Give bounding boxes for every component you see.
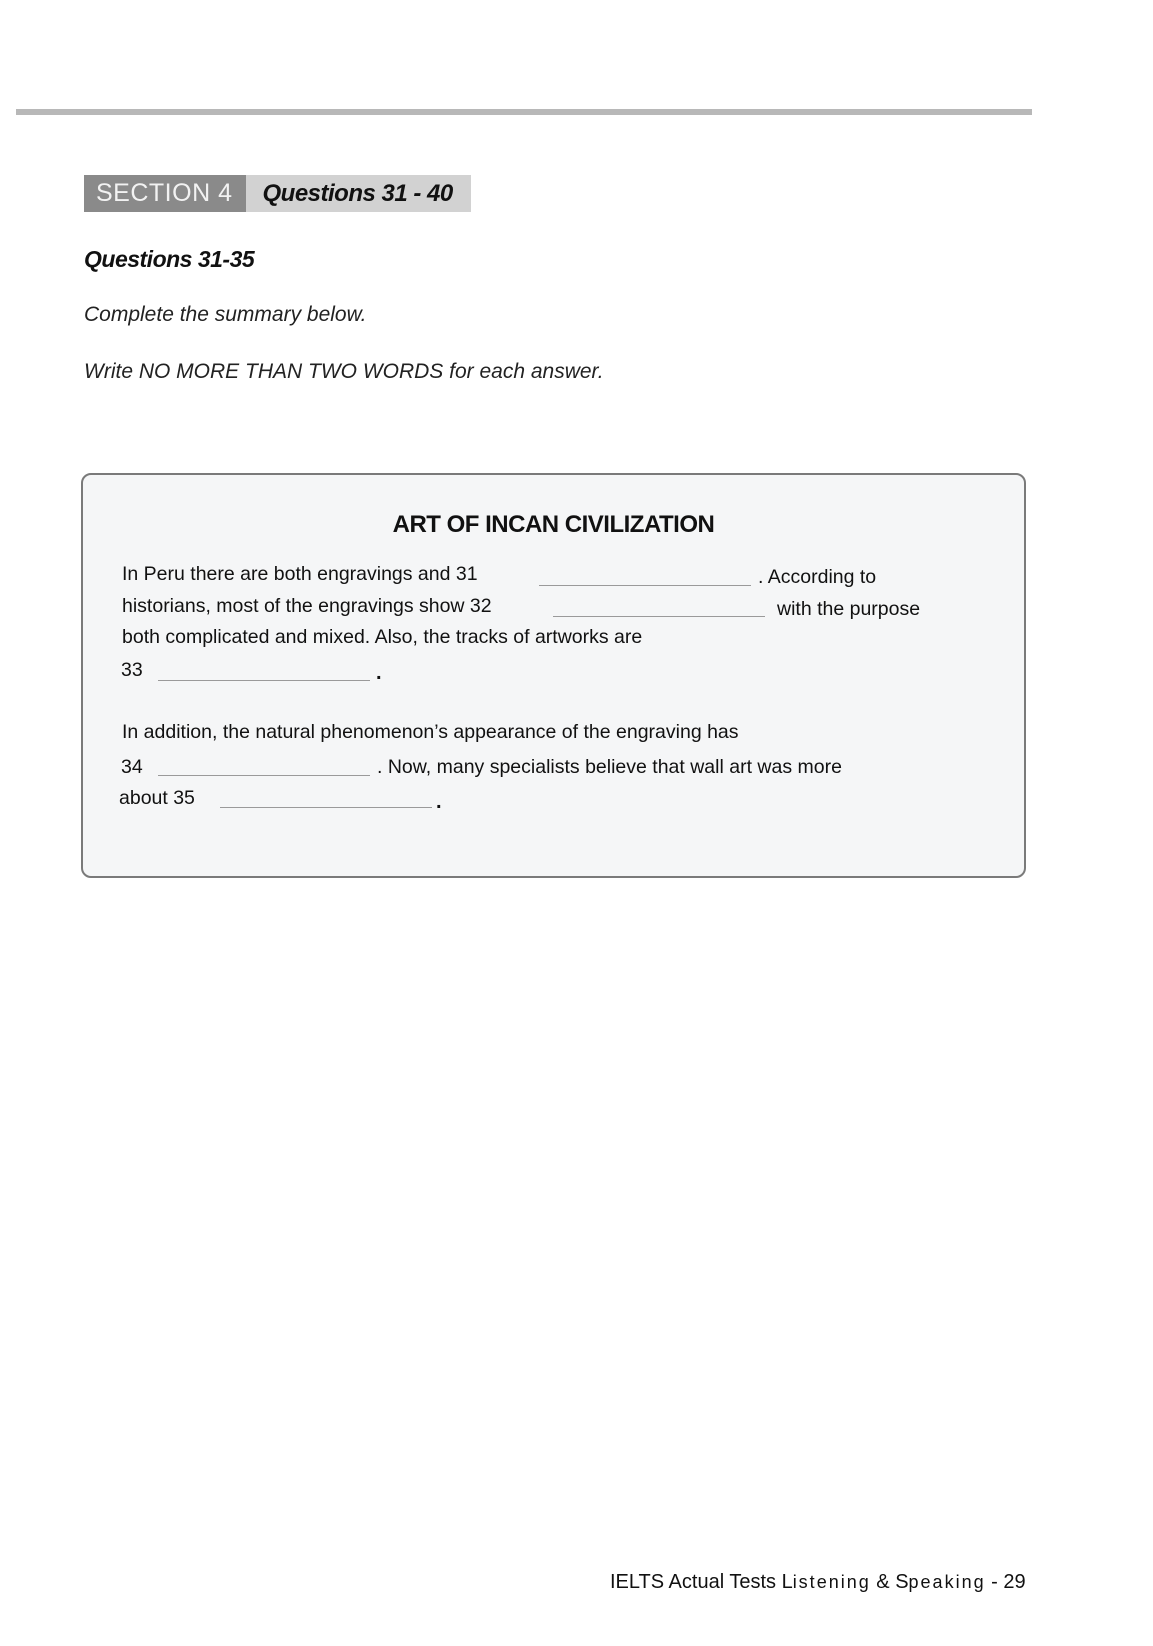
section-header (84, 175, 471, 212)
footer-book-title: IELTS Actual Tests (610, 1571, 782, 1593)
answer-blank-33[interactable] (158, 680, 370, 681)
footer-listening: istening (792, 1572, 871, 1592)
instruction-complete: Complete the summary below. (84, 303, 367, 326)
questions-subheading: Questions 31-35 (84, 246, 255, 272)
summary-title: ART OF INCAN CIVILIZATION (392, 511, 715, 538)
summary-box (81, 473, 1026, 878)
question-number-34: 34 (121, 756, 143, 778)
section-questions-range: Questions 31 - 40 (246, 175, 470, 212)
summary-line-5-text: In addition, the natural phenomenon’s appearance of the engraving has (122, 721, 739, 743)
section-label: SECTION 4 (84, 175, 246, 212)
footer-ampersand: & (870, 1571, 896, 1593)
period-33: . (376, 662, 382, 684)
footer-speaking: peaking (908, 1572, 986, 1592)
summary-line-2-end: with the purpose (777, 598, 921, 620)
summary-line-3-text: both complicated and mixed. Also, the tracks of artworks are (122, 626, 643, 648)
instruction-word-limit: Write NO MORE THAN TWO WORDS for each answer. (84, 360, 604, 383)
footer-s: S (895, 1571, 909, 1593)
answer-blank-34[interactable] (158, 775, 370, 776)
summary-line-2-text: historians, most of the engravings show 32 (122, 595, 492, 617)
answer-blank-32[interactable] (553, 616, 765, 617)
page-number: - 29 (985, 1571, 1026, 1593)
answer-blank-35[interactable] (220, 807, 432, 808)
summary-line-7-text: about 35 (119, 787, 195, 809)
question-number-33: 33 (121, 659, 143, 681)
summary-line-6-end: . Now, many specialists believe that wall art was more (377, 756, 842, 778)
answer-blank-31[interactable] (539, 585, 751, 586)
top-rule (16, 109, 1032, 115)
page-footer (610, 1571, 1026, 1594)
summary-line-1-text: In Peru there are both engravings and 31 (122, 563, 478, 585)
footer-l: L (781, 1571, 793, 1593)
summary-line-1-end: . According to (758, 566, 877, 588)
period-35: . (436, 791, 442, 813)
